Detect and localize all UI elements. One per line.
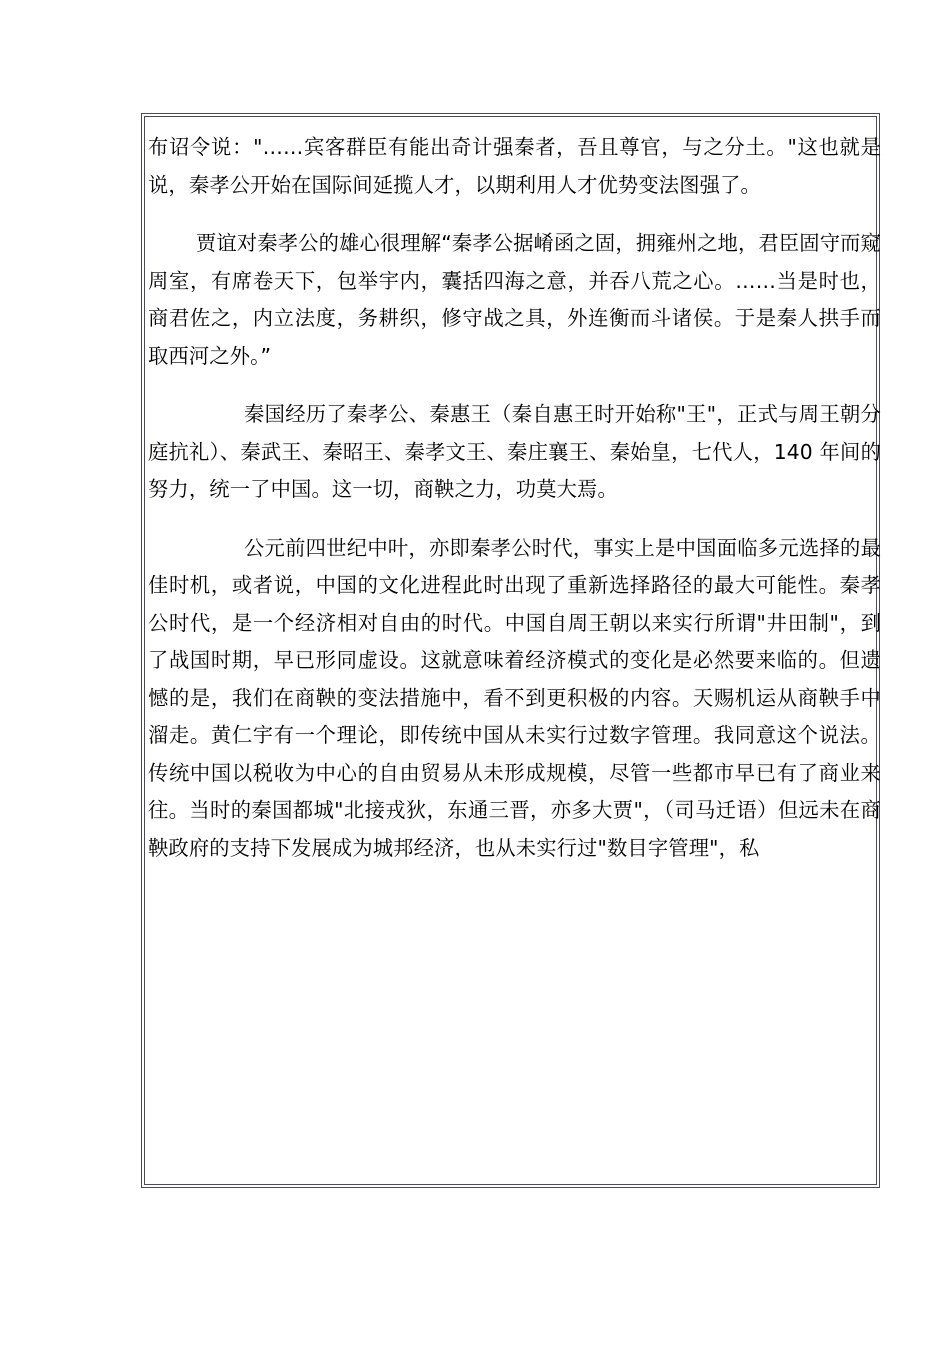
text-frame	[141, 113, 880, 1188]
text-body	[148, 129, 881, 867]
paragraph-fourth-century: 公元前四世纪中叶，亦即秦孝公时代，事实上是中国面临多元选择的最佳时机，或者说，中国的文化进程此时出现了重新选择路径的最大可能性。秦孝公时代，是一个经济相对自由的时代。中国自周王朝以来实行所谓"井田制"，到了战国时期，早已形同虚设。这就意味着经济模式的变化是必然要来临的。但遗憾的是，我们在商鞅的变法措施中，看不到更积极的内容。天赐机运从商鞅手中溜走。黄仁宇有一个理论，即传统中国从未实行过数字管理。我同意这个说法。传统中国以税收为中心的自由贸易从未形成规模，尽管一些都市早已有了商业来往。当时的秦国都城"北接戎狄，东通三晋，亦多大贾"，（司马迁语）但远未在商鞅政府的支持下发展成为城邦经济，也从未实行过"数目字管理"，私	[148, 535, 881, 860]
paragraph-seven-generations: 秦国经历了秦孝公、秦惠王（秦自惠王时开始称"王"，正式与周王朝分庭抗礼）、秦武王、秦昭王、秦孝文王、秦庄襄王、秦始皇，七代人，140 年间的努力，统一了中国。这一切，商鞅之力，功莫大焉。	[148, 402, 881, 501]
paragraph-edict-continuation: 布诏令说："……宾客群臣有能出奇计强秦者，吾且尊官，与之分土。"这也就是说，秦孝公开始在国际间延揽人才，以期利用人才优势变法图强了。	[148, 135, 881, 197]
paragraph-jia-yi-quote: 贾谊对秦孝公的雄心很理解“秦孝公据崤函之固，拥雍州之地，君臣固守而窥周室，有席卷天下，包举宇内，囊括四海之意，并吞八荒之心。……当是时也，商君佐之，内立法度，务耕织，修守战之具，外连衡而斗诸侯。于是秦人拱手而取西河之外。”	[148, 231, 881, 368]
